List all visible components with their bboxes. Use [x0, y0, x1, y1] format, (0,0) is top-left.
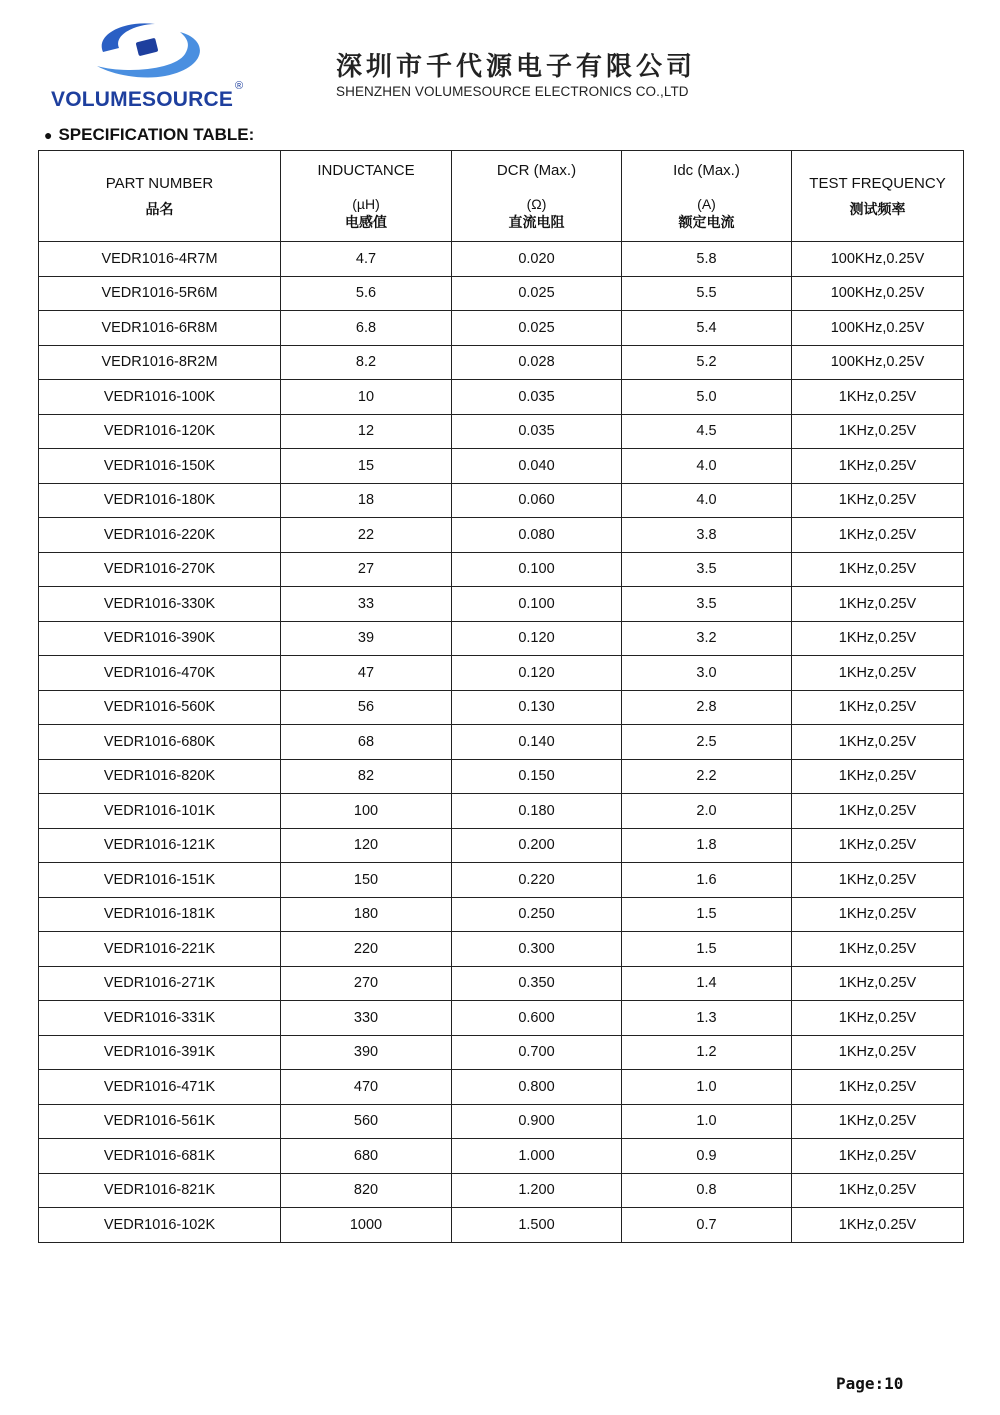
- cell-inductance: 120: [281, 828, 452, 863]
- cell-idc: 1.6: [622, 863, 792, 898]
- cell-dcr: 0.300: [452, 932, 622, 967]
- cell-part: VEDR1016-330K: [39, 587, 281, 622]
- table-row: [39, 656, 964, 691]
- table-row: [39, 449, 964, 484]
- table-row: [39, 380, 964, 415]
- cell-dcr: 0.028: [452, 345, 622, 380]
- table-row: [39, 587, 964, 622]
- cell-idc: 4.0: [622, 449, 792, 484]
- cell-idc: 3.5: [622, 552, 792, 587]
- table-row: [39, 276, 964, 311]
- section-heading: [44, 125, 254, 145]
- header-dcr: DCR (Max.) (Ω) 直流电阻: [452, 151, 622, 242]
- cell-dcr: 0.120: [452, 621, 622, 656]
- cell-dcr: 0.220: [452, 863, 622, 898]
- cell-inductance: 100: [281, 794, 452, 829]
- cell-idc: 3.5: [622, 587, 792, 622]
- cell-part: VEDR1016-151K: [39, 863, 281, 898]
- cell-dcr: 0.600: [452, 1001, 622, 1036]
- cell-inductance: 27: [281, 552, 452, 587]
- cell-freq: 1KHz,0.25V: [792, 863, 964, 898]
- cell-dcr: 1.200: [452, 1173, 622, 1208]
- cell-freq: 1KHz,0.25V: [792, 449, 964, 484]
- cell-idc: 1.2: [622, 1035, 792, 1070]
- table-row: [39, 794, 964, 829]
- cell-dcr: 0.020: [452, 242, 622, 277]
- cell-freq: 1KHz,0.25V: [792, 966, 964, 1001]
- cell-dcr: 0.800: [452, 1070, 622, 1105]
- cell-part: VEDR1016-821K: [39, 1173, 281, 1208]
- table-row: [39, 1001, 964, 1036]
- cell-idc: 1.4: [622, 966, 792, 1001]
- cell-freq: 1KHz,0.25V: [792, 1035, 964, 1070]
- cell-idc: 0.7: [622, 1208, 792, 1243]
- cell-idc: 3.2: [622, 621, 792, 656]
- cell-part: VEDR1016-271K: [39, 966, 281, 1001]
- cell-idc: 3.8: [622, 518, 792, 553]
- cell-inductance: 6.8: [281, 311, 452, 346]
- company-name-cn: 深圳市千代源电子有限公司: [336, 52, 697, 82]
- table-row: [39, 242, 964, 277]
- cell-inductance: 470: [281, 1070, 452, 1105]
- cell-idc: 1.5: [622, 932, 792, 967]
- cell-inductance: 180: [281, 897, 452, 932]
- specification-table: [38, 150, 964, 1243]
- cell-idc: 2.2: [622, 759, 792, 794]
- cell-dcr: 0.025: [452, 276, 622, 311]
- table-row: [39, 1104, 964, 1139]
- cell-freq: 1KHz,0.25V: [792, 690, 964, 725]
- cell-idc: 2.8: [622, 690, 792, 725]
- cell-freq: 100KHz,0.25V: [792, 276, 964, 311]
- table-body: [39, 242, 964, 1243]
- table-row: [39, 1035, 964, 1070]
- cell-dcr: 0.100: [452, 587, 622, 622]
- cell-part: VEDR1016-561K: [39, 1104, 281, 1139]
- table-row: [39, 690, 964, 725]
- cell-part: VEDR1016-101K: [39, 794, 281, 829]
- cell-freq: 1KHz,0.25V: [792, 794, 964, 829]
- cell-idc: 0.8: [622, 1173, 792, 1208]
- cell-freq: 100KHz,0.25V: [792, 311, 964, 346]
- cell-dcr: 1.000: [452, 1139, 622, 1174]
- cell-part: VEDR1016-6R8M: [39, 311, 281, 346]
- cell-dcr: 0.040: [452, 449, 622, 484]
- cell-part: VEDR1016-180K: [39, 483, 281, 518]
- cell-inductance: 8.2: [281, 345, 452, 380]
- cell-inductance: 5.6: [281, 276, 452, 311]
- table-row: [39, 1070, 964, 1105]
- cell-freq: 1KHz,0.25V: [792, 725, 964, 760]
- cell-idc: 4.5: [622, 414, 792, 449]
- cell-inductance: 330: [281, 1001, 452, 1036]
- cell-freq: 1KHz,0.25V: [792, 621, 964, 656]
- table-row: [39, 552, 964, 587]
- logo-swoosh-icon: [85, 18, 215, 90]
- cell-freq: 1KHz,0.25V: [792, 759, 964, 794]
- cell-freq: 1KHz,0.25V: [792, 414, 964, 449]
- cell-idc: 5.4: [622, 311, 792, 346]
- cell-inductance: 18: [281, 483, 452, 518]
- cell-idc: 1.3: [622, 1001, 792, 1036]
- cell-idc: 5.2: [622, 345, 792, 380]
- bullet-icon: ●: [44, 127, 53, 143]
- cell-dcr: 0.035: [452, 414, 622, 449]
- header-test-frequency: TEST FREQUENCY 测试频率: [792, 151, 964, 242]
- cell-idc: 1.0: [622, 1070, 792, 1105]
- cell-part: VEDR1016-331K: [39, 1001, 281, 1036]
- cell-dcr: 0.150: [452, 759, 622, 794]
- table-row: [39, 897, 964, 932]
- cell-dcr: 0.900: [452, 1104, 622, 1139]
- cell-idc: 2.0: [622, 794, 792, 829]
- cell-freq: 1KHz,0.25V: [792, 552, 964, 587]
- cell-part: VEDR1016-220K: [39, 518, 281, 553]
- cell-freq: 1KHz,0.25V: [792, 518, 964, 553]
- cell-part: VEDR1016-391K: [39, 1035, 281, 1070]
- cell-inductance: 39: [281, 621, 452, 656]
- cell-inductance: 33: [281, 587, 452, 622]
- cell-inductance: 4.7: [281, 242, 452, 277]
- table-header-row: [39, 151, 964, 242]
- cell-inductance: 680: [281, 1139, 452, 1174]
- cell-part: VEDR1016-102K: [39, 1208, 281, 1243]
- cell-idc: 3.0: [622, 656, 792, 691]
- cell-freq: 1KHz,0.25V: [792, 1173, 964, 1208]
- table-row: [39, 863, 964, 898]
- cell-part: VEDR1016-390K: [39, 621, 281, 656]
- cell-part: VEDR1016-5R6M: [39, 276, 281, 311]
- table-row: [39, 414, 964, 449]
- cell-dcr: 0.025: [452, 311, 622, 346]
- header-part-number: PART NUMBER 品名: [39, 151, 281, 242]
- cell-dcr: 0.080: [452, 518, 622, 553]
- table-row: [39, 966, 964, 1001]
- company-logo: [45, 18, 255, 118]
- cell-part: VEDR1016-470K: [39, 656, 281, 691]
- cell-idc: 2.5: [622, 725, 792, 760]
- cell-dcr: 0.200: [452, 828, 622, 863]
- cell-freq: 1KHz,0.25V: [792, 932, 964, 967]
- logo-wordmark: VOLUMESOURCE: [51, 88, 234, 111]
- cell-inductance: 1000: [281, 1208, 452, 1243]
- table-row: [39, 932, 964, 967]
- cell-inductance: 220: [281, 932, 452, 967]
- cell-freq: 1KHz,0.25V: [792, 587, 964, 622]
- cell-freq: 1KHz,0.25V: [792, 483, 964, 518]
- cell-freq: 100KHz,0.25V: [792, 242, 964, 277]
- cell-idc: 1.5: [622, 897, 792, 932]
- cell-inductance: 47: [281, 656, 452, 691]
- cell-part: VEDR1016-4R7M: [39, 242, 281, 277]
- cell-part: VEDR1016-120K: [39, 414, 281, 449]
- cell-inductance: 390: [281, 1035, 452, 1070]
- cell-dcr: 0.700: [452, 1035, 622, 1070]
- cell-part: VEDR1016-681K: [39, 1139, 281, 1174]
- cell-dcr: 0.140: [452, 725, 622, 760]
- cell-dcr: 0.350: [452, 966, 622, 1001]
- table-row: [39, 518, 964, 553]
- cell-part: VEDR1016-680K: [39, 725, 281, 760]
- cell-dcr: 0.100: [452, 552, 622, 587]
- table-row: [39, 1173, 964, 1208]
- cell-idc: 5.8: [622, 242, 792, 277]
- cell-dcr: 0.180: [452, 794, 622, 829]
- table-row: [39, 345, 964, 380]
- cell-inductance: 15: [281, 449, 452, 484]
- cell-inductance: 560: [281, 1104, 452, 1139]
- table-row: [39, 759, 964, 794]
- company-name-en: SHENZHEN VOLUMESOURCE ELECTRONICS CO.,LTD: [336, 84, 689, 99]
- cell-part: VEDR1016-270K: [39, 552, 281, 587]
- cell-idc: 5.0: [622, 380, 792, 415]
- cell-freq: 1KHz,0.25V: [792, 656, 964, 691]
- registered-mark: ®: [235, 80, 244, 92]
- cell-part: VEDR1016-221K: [39, 932, 281, 967]
- page-number: Page:10: [836, 1374, 904, 1393]
- cell-idc: 1.0: [622, 1104, 792, 1139]
- cell-dcr: 0.035: [452, 380, 622, 415]
- cell-idc: 5.5: [622, 276, 792, 311]
- cell-part: VEDR1016-121K: [39, 828, 281, 863]
- cell-part: VEDR1016-820K: [39, 759, 281, 794]
- cell-inductance: 10: [281, 380, 452, 415]
- cell-dcr: 0.130: [452, 690, 622, 725]
- table-row: [39, 725, 964, 760]
- cell-part: VEDR1016-8R2M: [39, 345, 281, 380]
- cell-inductance: 820: [281, 1173, 452, 1208]
- cell-idc: 1.8: [622, 828, 792, 863]
- cell-freq: 1KHz,0.25V: [792, 897, 964, 932]
- cell-part: VEDR1016-150K: [39, 449, 281, 484]
- cell-part: VEDR1016-181K: [39, 897, 281, 932]
- cell-freq: 1KHz,0.25V: [792, 1070, 964, 1105]
- table-row: [39, 1208, 964, 1243]
- cell-freq: 1KHz,0.25V: [792, 1001, 964, 1036]
- header-inductance: INDUCTANCE (µH) 电感值: [281, 151, 452, 242]
- cell-inductance: 56: [281, 690, 452, 725]
- cell-dcr: 0.120: [452, 656, 622, 691]
- cell-inductance: 150: [281, 863, 452, 898]
- cell-part: VEDR1016-560K: [39, 690, 281, 725]
- cell-dcr: 0.060: [452, 483, 622, 518]
- cell-dcr: 0.250: [452, 897, 622, 932]
- cell-freq: 1KHz,0.25V: [792, 1104, 964, 1139]
- cell-inductance: 82: [281, 759, 452, 794]
- table-row: [39, 621, 964, 656]
- header-idc: Idc (Max.) (A) 额定电流: [622, 151, 792, 242]
- cell-inductance: 22: [281, 518, 452, 553]
- table-row: [39, 311, 964, 346]
- table-row: [39, 483, 964, 518]
- cell-part: VEDR1016-471K: [39, 1070, 281, 1105]
- section-title: SPECIFICATION TABLE:: [58, 125, 255, 144]
- cell-idc: 0.9: [622, 1139, 792, 1174]
- cell-dcr: 1.500: [452, 1208, 622, 1243]
- cell-inductance: 12: [281, 414, 452, 449]
- cell-inductance: 68: [281, 725, 452, 760]
- cell-freq: 1KHz,0.25V: [792, 1208, 964, 1243]
- cell-inductance: 270: [281, 966, 452, 1001]
- cell-freq: 1KHz,0.25V: [792, 1139, 964, 1174]
- table-row: [39, 1139, 964, 1174]
- cell-freq: 100KHz,0.25V: [792, 345, 964, 380]
- cell-freq: 1KHz,0.25V: [792, 828, 964, 863]
- cell-freq: 1KHz,0.25V: [792, 380, 964, 415]
- table-row: [39, 828, 964, 863]
- cell-part: VEDR1016-100K: [39, 380, 281, 415]
- cell-idc: 4.0: [622, 483, 792, 518]
